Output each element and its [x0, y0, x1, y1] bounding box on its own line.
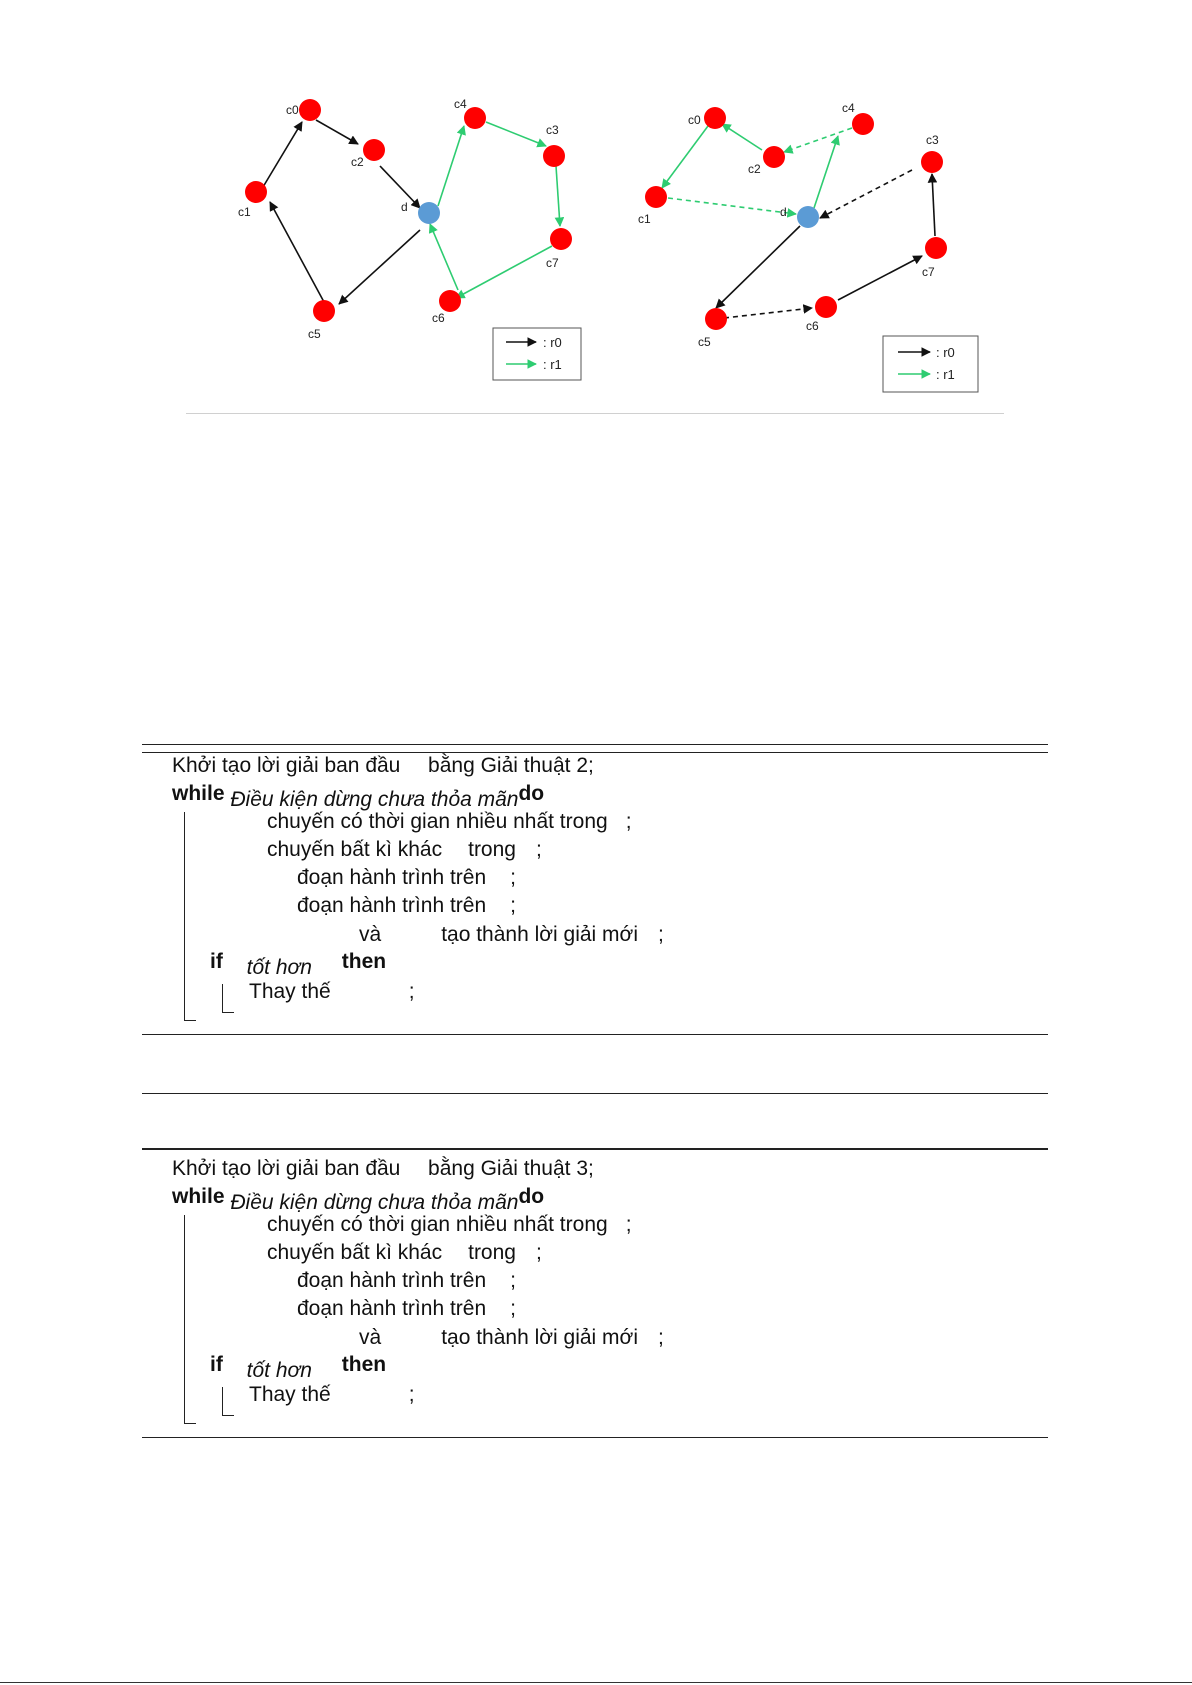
legend-r1-label-right: : r1	[936, 367, 955, 382]
r-label-c0: c0	[688, 113, 701, 127]
node-c7	[550, 228, 572, 250]
legend-r1-label: : r1	[543, 357, 562, 372]
node-c0	[299, 99, 321, 121]
r-label-c6: c6	[806, 319, 819, 333]
algo2-line4: chuyến bất kì khác trong ;	[267, 838, 542, 861]
algo2-while-line	[172, 782, 545, 811]
edge-d-c4	[438, 126, 464, 206]
edge-c6-d	[430, 224, 458, 290]
r-label-c2: c2	[748, 162, 761, 176]
algo2-while-bracket-end	[184, 1020, 196, 1021]
edge-c7-c6	[456, 246, 552, 298]
then-keyword: then	[341, 950, 387, 973]
if-keyword: if	[210, 950, 223, 973]
legend-r0-label-right: : r0	[936, 345, 955, 360]
algo2-if-bracket	[222, 984, 223, 1012]
node-c1	[245, 181, 267, 203]
label-c7: c7	[546, 256, 559, 270]
edge-c1-c0	[260, 122, 302, 192]
algo2-top-rule-2	[142, 752, 1048, 753]
r-node-c1	[645, 186, 667, 208]
r-node-c5	[705, 308, 727, 330]
algo2-if-bracket-end	[222, 1012, 234, 1013]
while-condition: Điều kiện dừng chưa thỏa mãn	[230, 1191, 519, 1214]
algo3-line4: chuyến bất kì khác trong ;	[267, 1241, 542, 1264]
label-c5: c5	[308, 327, 321, 341]
r-label-c7: c7	[922, 265, 935, 279]
edge-c2-d	[380, 166, 420, 208]
r-node-c7	[925, 237, 947, 259]
label-d: d	[401, 200, 408, 214]
section-separator	[142, 1093, 1048, 1094]
algo3-line3: chuyến có thời gian nhiều nhất trong ;	[267, 1213, 632, 1236]
algo3-if-bracket	[222, 1387, 223, 1415]
r-node-c0	[704, 107, 726, 129]
node-c6	[439, 290, 461, 312]
algo3-line6: đoạn hành trình trên ;	[297, 1297, 516, 1320]
r-label-c3: c3	[926, 133, 939, 147]
algo3-top-rule	[142, 1148, 1048, 1150]
r-label-c1: c1	[638, 212, 651, 226]
do-keyword: do	[518, 782, 545, 805]
r-edge-c3-d	[820, 170, 912, 218]
route-figure	[186, 66, 1004, 416]
algo3-while-bracket	[184, 1215, 185, 1423]
r-edge-c7-c3	[932, 174, 935, 236]
edge-c0-c2	[316, 120, 358, 144]
algo2-line3: chuyến có thời gian nhiều nhất trong ;	[267, 810, 632, 833]
r-edge-d-c4	[814, 136, 838, 208]
while-keyword: while	[172, 1185, 225, 1208]
then-keyword: then	[341, 1353, 387, 1376]
r-label-c4: c4	[842, 101, 855, 115]
algo2-line5: đoạn hành trình trên ;	[297, 866, 516, 889]
label-c0: c0	[286, 103, 299, 117]
algo3-replace-line: Thay thế ;	[249, 1383, 415, 1406]
r-label-d: d	[780, 205, 787, 219]
algo2-if-line: if tốt hơn then	[210, 950, 387, 979]
algo3-bottom-rule	[142, 1437, 1048, 1438]
do-keyword: do	[518, 1185, 545, 1208]
right-graph	[638, 101, 978, 392]
r-edge-c4-c2	[784, 128, 852, 152]
edge-d-c5	[339, 230, 420, 304]
edge-c5-c1	[270, 202, 324, 302]
r-edge-c1-d	[668, 198, 796, 214]
legend-r0-label: : r0	[543, 335, 562, 350]
label-c2: c2	[351, 155, 364, 169]
legend-box-right	[883, 336, 978, 392]
algo3-if-bracket-end	[222, 1415, 234, 1416]
edge-c4-c3	[486, 122, 546, 146]
left-graph	[238, 97, 581, 380]
r-edge-c2-c0	[722, 124, 762, 150]
r-node-depot-d	[797, 206, 819, 228]
algo3-init-line: Khởi tạo lời giải ban đầu bằng Giải thuật 3;	[172, 1157, 594, 1180]
algo2-init-line: Khởi tạo lời giải ban đầu bằng Giải thuật 2;	[172, 754, 594, 777]
r-edge-c5-c6	[724, 308, 812, 318]
label-c6: c6	[432, 311, 445, 325]
algo2-while-bracket	[184, 812, 185, 1020]
page-bottom-rule	[0, 1682, 1192, 1683]
r-label-c5: c5	[698, 335, 711, 349]
while-keyword: while	[172, 782, 225, 805]
r-node-c3	[921, 151, 943, 173]
algo2-replace-line: Thay thế ;	[249, 980, 415, 1003]
r-node-c2	[763, 146, 785, 168]
node-c5	[313, 300, 335, 322]
node-c2	[363, 139, 385, 161]
r-edge-c0-c1	[662, 126, 708, 188]
algo3-if-line: if tốt hơn then	[210, 1353, 387, 1382]
edge-c3-c7	[556, 166, 560, 226]
r-node-c6	[815, 296, 837, 318]
algo2-line6: đoạn hành trình trên ;	[297, 894, 516, 917]
algo3-while-bracket-end	[184, 1423, 196, 1424]
r-edge-c6-c7	[838, 256, 922, 300]
legend-box-left	[493, 328, 581, 380]
r-node-c4	[852, 113, 874, 135]
label-c3: c3	[546, 123, 559, 137]
label-c1: c1	[238, 205, 251, 219]
algo3-while-line	[172, 1185, 545, 1214]
r-edge-d-c5	[716, 226, 800, 308]
label-c4: c4	[454, 97, 467, 111]
algo2-bottom-rule	[142, 1034, 1048, 1035]
if-keyword: if	[210, 1353, 223, 1376]
algo3-line5: đoạn hành trình trên ;	[297, 1269, 516, 1292]
node-c4	[464, 107, 486, 129]
node-depot-d	[418, 202, 440, 224]
node-c3	[543, 145, 565, 167]
while-condition: Điều kiện dừng chưa thỏa mãn	[230, 788, 519, 811]
algo2-line7: và tạo thành lời giải mới ;	[359, 923, 664, 946]
algo2-top-rule-1	[142, 744, 1048, 745]
algo3-line7: và tạo thành lời giải mới ;	[359, 1326, 664, 1349]
figure-bottom-border	[186, 413, 1004, 414]
